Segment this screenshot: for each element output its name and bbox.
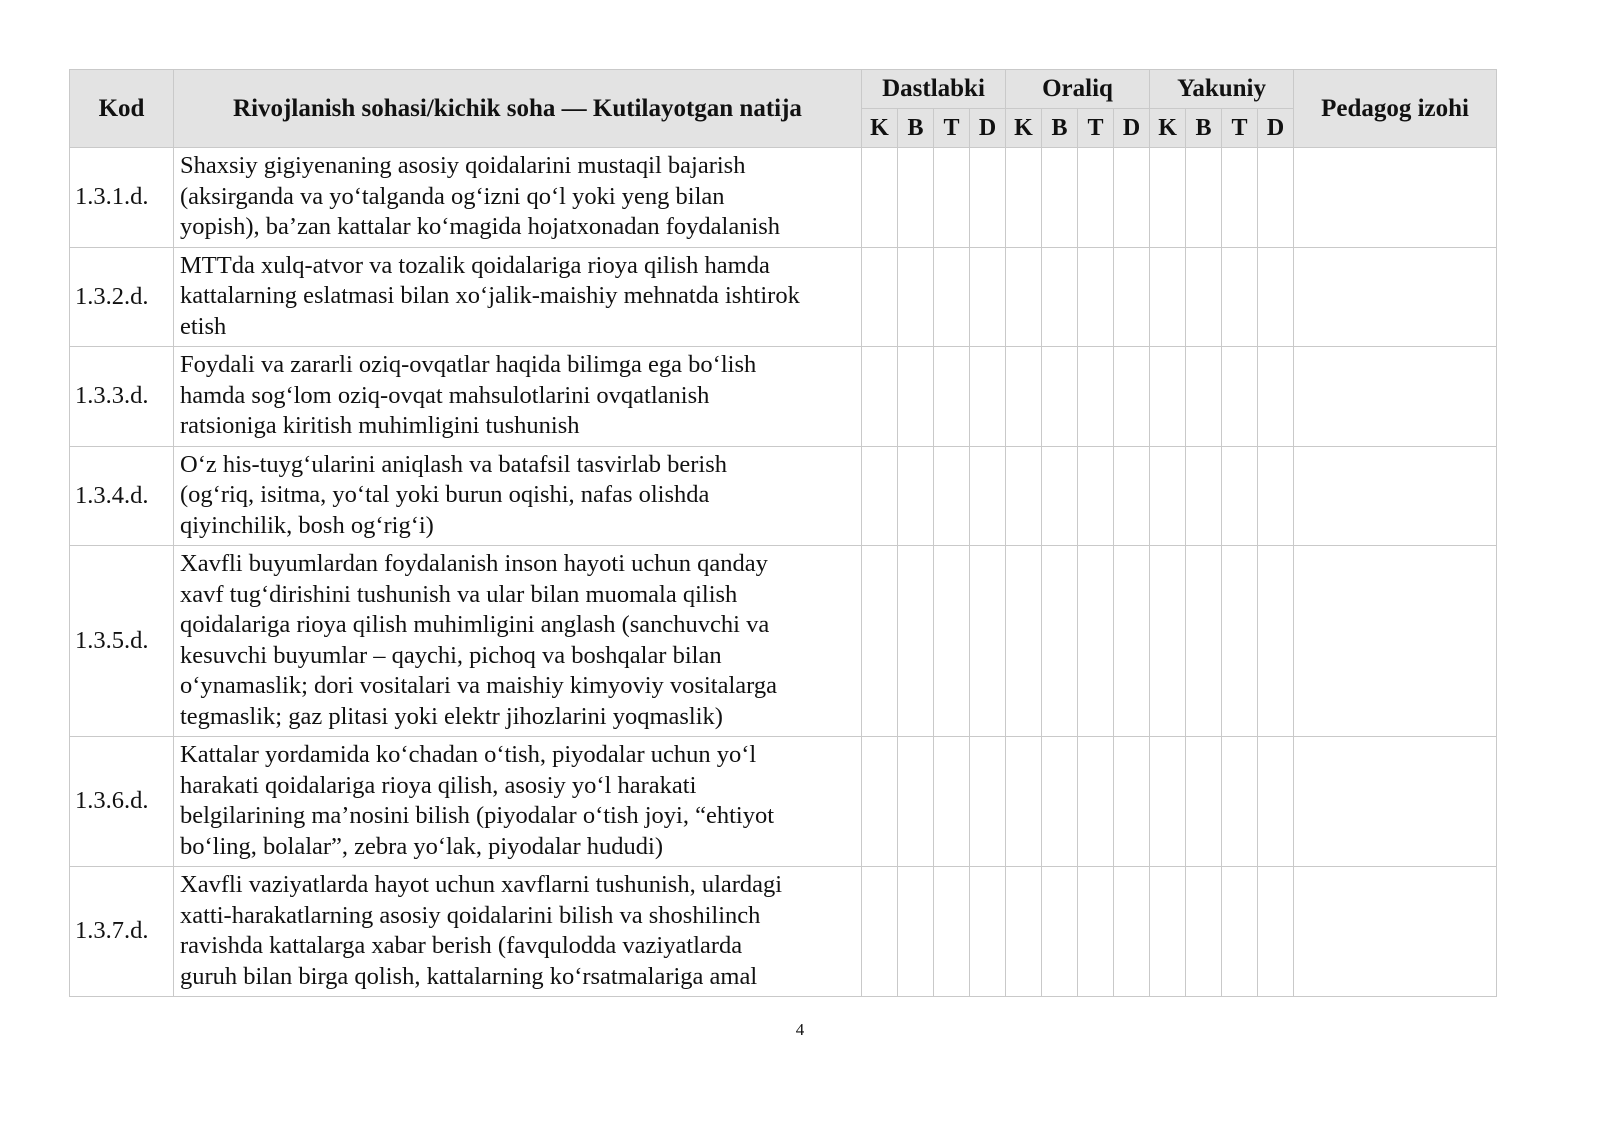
assessment-sheet [69,69,1496,997]
mark-cell-oraliq-d[interactable] [1114,148,1150,248]
header-sub-yakuniy-b: B [1186,109,1222,148]
row-result-text [174,247,862,347]
header-group-dastlabki: Dastlabki [862,70,1006,109]
result-line: Shaxsiy gigiyenaning asosiy qoidalarini mustaqil bajarish [180,152,746,179]
mark-cell-oraliq-d[interactable] [1114,737,1150,867]
header-sub-oraliq-k: K [1006,109,1042,148]
mark-cell-dastlabki-k[interactable] [862,867,898,997]
mark-cell-oraliq-d[interactable] [1114,546,1150,737]
mark-cell-yakuniy-k[interactable] [1150,148,1186,248]
page-number: 4 [795,1020,805,1039]
row-code: 1.3.5.d. [70,546,174,737]
row-code: 1.3.4.d. [70,446,174,546]
mark-cell-yakuniy-b[interactable] [1186,347,1222,447]
table-row [70,247,1497,347]
result-line: MTTda xulq-atvor va tozalik qoidalariga rioya qilish hamda [180,251,770,279]
row-result-text [174,446,862,546]
mark-cell-yakuniy-t[interactable] [1222,347,1258,447]
table-header [70,70,1497,148]
row-result-text [174,737,862,867]
mark-cell-dastlabki-d[interactable] [970,347,1006,447]
header-group-oraliq: Oraliq [1006,70,1150,109]
result-line: guruh bilan birga qolish, kattalarning ko‘rsatmalariga amal [180,962,758,990]
mark-cell-oraliq-b[interactable] [1042,247,1078,347]
mark-cell-dastlabki-d[interactable] [970,737,1006,867]
row-code: 1.3.6.d. [70,737,174,867]
header-result: Rivojlanish sohasi/kichik soha — Kutilayotgan natija [174,70,862,148]
mark-cell-yakuniy-k[interactable] [1150,446,1186,546]
mark-cell-oraliq-t[interactable] [1078,347,1114,447]
mark-cell-oraliq-b[interactable] [1042,148,1078,248]
mark-cell-yakuniy-t[interactable] [1222,148,1258,248]
mark-cell-dastlabki-t[interactable] [934,446,970,546]
result-line: Xavfli buyumlardan foydalanish inson hayoti uchun qanday [180,550,768,577]
header-pedagog-note: Pedagog izohi [1294,70,1497,148]
result-line: Xavfli vaziyatlarda hayot uchun xavflarni tushunish, ulardagi [180,871,783,898]
result-line: xavf tug‘dirishini tushunish va ular bilan muomala qilish [180,580,738,608]
result-line: (aksirganda va yo‘talganda og‘izni qo‘l yoki yeng bilan [180,182,725,210]
result-line: bo‘ling, bolalar”, zebra yo‘lak, piyodalar hududi) [180,832,664,860]
mark-cell-dastlabki-d[interactable] [970,446,1006,546]
mark-cell-yakuniy-t[interactable] [1222,446,1258,546]
mark-cell-dastlabki-b[interactable] [898,148,934,248]
pedagog-note-cell[interactable] [1294,148,1497,248]
table-body [70,148,1497,997]
mark-cell-dastlabki-b[interactable] [898,546,934,737]
mark-cell-dastlabki-k[interactable] [862,446,898,546]
mark-cell-yakuniy-d[interactable] [1258,347,1294,447]
table-row [70,148,1497,248]
header-sub-dastlabki-d: D [970,109,1006,148]
mark-cell-oraliq-k[interactable] [1006,347,1042,447]
result-line: kattalarning eslatmasi bilan xo‘jalik-maishiy mehnatda ishtirok [180,282,800,309]
mark-cell-oraliq-t[interactable] [1078,247,1114,347]
result-line: ravishda kattalarga xabar berish (favqulodda vaziyatlarda [180,932,743,959]
result-line: qiyinchilik, bosh og‘rig‘i) [180,511,434,539]
result-line: O‘z his-tuyg‘ularini aniqlash va batafsil tasvirlab berish [180,450,728,478]
header-sub-yakuniy-k: K [1150,109,1186,148]
header-sub-oraliq-b: B [1042,109,1078,148]
mark-cell-yakuniy-k[interactable] [1150,546,1186,737]
pedagog-note-cell[interactable] [1294,867,1497,997]
mark-cell-dastlabki-k[interactable] [862,148,898,248]
table-row [70,737,1497,867]
mark-cell-oraliq-d[interactable] [1114,446,1150,546]
result-line: kesuvchi buyumlar – qaychi, pichoq va boshqalar bilan [180,641,722,669]
mark-cell-dastlabki-d[interactable] [970,546,1006,737]
mark-cell-dastlabki-d[interactable] [970,148,1006,248]
mark-cell-dastlabki-t[interactable] [934,546,970,737]
mark-cell-oraliq-k[interactable] [1006,446,1042,546]
mark-cell-yakuniy-b[interactable] [1186,867,1222,997]
mark-cell-yakuniy-d[interactable] [1258,247,1294,347]
mark-cell-dastlabki-b[interactable] [898,347,934,447]
header-sub-dastlabki-k: K [862,109,898,148]
mark-cell-yakuniy-t[interactable] [1222,737,1258,867]
mark-cell-dastlabki-b[interactable] [898,446,934,546]
table-row [70,546,1497,737]
result-line: (og‘riq, isitma, yo‘tal yoki burun oqishi, nafas olishda [180,481,710,508]
mark-cell-yakuniy-t[interactable] [1222,546,1258,737]
header-sub-oraliq-d: D [1114,109,1150,148]
mark-cell-yakuniy-d[interactable] [1258,867,1294,997]
result-line: Foydali va zararli oziq-ovqatlar haqida bilimga ega bo‘lish [180,351,757,378]
row-code: 1.3.1.d. [70,148,174,248]
row-result-text [174,347,862,447]
mark-cell-yakuniy-b[interactable] [1186,247,1222,347]
mark-cell-oraliq-k[interactable] [1006,546,1042,737]
header-sub-dastlabki-b: B [898,109,934,148]
pedagog-note-cell[interactable] [1294,347,1497,447]
mark-cell-oraliq-t[interactable] [1078,446,1114,546]
mark-cell-dastlabki-d[interactable] [970,867,1006,997]
mark-cell-oraliq-b[interactable] [1042,446,1078,546]
mark-cell-oraliq-t[interactable] [1078,867,1114,997]
result-line: harakati qoidalariga rioya qilish, asosiy yo‘l harakati [180,771,697,799]
row-code: 1.3.2.d. [70,247,174,347]
mark-cell-dastlabki-k[interactable] [862,546,898,737]
mark-cell-yakuniy-b[interactable] [1186,148,1222,248]
row-code: 1.3.3.d. [70,347,174,447]
mark-cell-yakuniy-k[interactable] [1150,867,1186,997]
mark-cell-oraliq-k[interactable] [1006,867,1042,997]
result-line: qoidalariga rioya qilish muhimligini anglash (sanchuvchi va [180,611,770,638]
result-line: tegmaslik; gaz plitasi yoki elektr jihozlarini yoqmaslik) [180,702,723,730]
mark-cell-yakuniy-k[interactable] [1150,347,1186,447]
mark-cell-yakuniy-k[interactable] [1150,247,1186,347]
row-result-text [174,148,862,248]
mark-cell-dastlabki-k[interactable] [862,347,898,447]
mark-cell-yakuniy-b[interactable] [1186,546,1222,737]
mark-cell-dastlabki-b[interactable] [898,737,934,867]
mark-cell-yakuniy-d[interactable] [1258,546,1294,737]
mark-cell-oraliq-t[interactable] [1078,737,1114,867]
mark-cell-oraliq-b[interactable] [1042,867,1078,997]
header-sub-oraliq-t: T [1078,109,1114,148]
result-line: belgilarining ma’nosini bilish (piyodalar o‘tish joyi, “ehtiyot [180,802,775,829]
mark-cell-yakuniy-d[interactable] [1258,737,1294,867]
result-line: etish [180,312,227,340]
pedagog-note-cell[interactable] [1294,247,1497,347]
mark-cell-yakuniy-k[interactable] [1150,737,1186,867]
mark-cell-yakuniy-b[interactable] [1186,737,1222,867]
row-code: 1.3.7.d. [70,867,174,997]
row-result-text [174,546,862,737]
result-line: hamda sog‘lom oziq-ovqat mahsulotlarini ovqatlanish [180,381,710,409]
table-row [70,446,1497,546]
mark-cell-oraliq-t[interactable] [1078,546,1114,737]
mark-cell-dastlabki-d[interactable] [970,247,1006,347]
mark-cell-dastlabki-t[interactable] [934,737,970,867]
mark-cell-dastlabki-k[interactable] [862,737,898,867]
result-line: o‘ynamaslik; dori vositalari va maishiy kimyoviy vositalarga [180,672,777,699]
assessment-table [69,69,1497,997]
mark-cell-oraliq-d[interactable] [1114,347,1150,447]
result-line: Kattalar yordamida ko‘chadan o‘tish, piyodalar uchun yo‘l [180,741,757,768]
pedagog-note-cell[interactable] [1294,546,1497,737]
mark-cell-oraliq-d[interactable] [1114,867,1150,997]
mark-cell-oraliq-b[interactable] [1042,347,1078,447]
mark-cell-oraliq-k[interactable] [1006,148,1042,248]
mark-cell-dastlabki-t[interactable] [934,867,970,997]
header-group-yakuniy: Yakuniy [1150,70,1294,109]
mark-cell-yakuniy-d[interactable] [1258,148,1294,248]
mark-cell-yakuniy-t[interactable] [1222,867,1258,997]
table-row [70,867,1497,997]
mark-cell-oraliq-b[interactable] [1042,546,1078,737]
table-row [70,347,1497,447]
mark-cell-oraliq-b[interactable] [1042,737,1078,867]
mark-cell-oraliq-d[interactable] [1114,247,1150,347]
mark-cell-oraliq-t[interactable] [1078,148,1114,248]
mark-cell-dastlabki-b[interactable] [898,247,934,347]
mark-cell-dastlabki-t[interactable] [934,347,970,447]
result-line: xatti-harakatlarning asosiy qoidalarini bilish va shoshilinch [180,901,761,929]
mark-cell-yakuniy-d[interactable] [1258,446,1294,546]
header-sub-yakuniy-t: T [1222,109,1258,148]
mark-cell-oraliq-k[interactable] [1006,247,1042,347]
mark-cell-dastlabki-t[interactable] [934,148,970,248]
mark-cell-yakuniy-t[interactable] [1222,247,1258,347]
result-line: yopish), ba’zan kattalar ko‘magida hojatxonadan foydalanish [180,213,781,240]
mark-cell-dastlabki-k[interactable] [862,247,898,347]
header-code: Kod [70,70,174,148]
mark-cell-oraliq-k[interactable] [1006,737,1042,867]
header-sub-dastlabki-t: T [934,109,970,148]
row-result-text [174,867,862,997]
header-sub-yakuniy-d: D [1258,109,1294,148]
mark-cell-yakuniy-b[interactable] [1186,446,1222,546]
mark-cell-dastlabki-t[interactable] [934,247,970,347]
pedagog-note-cell[interactable] [1294,446,1497,546]
result-line: ratsioniga kiritish muhimligini tushunish [180,412,580,439]
mark-cell-dastlabki-b[interactable] [898,867,934,997]
pedagog-note-cell[interactable] [1294,737,1497,867]
